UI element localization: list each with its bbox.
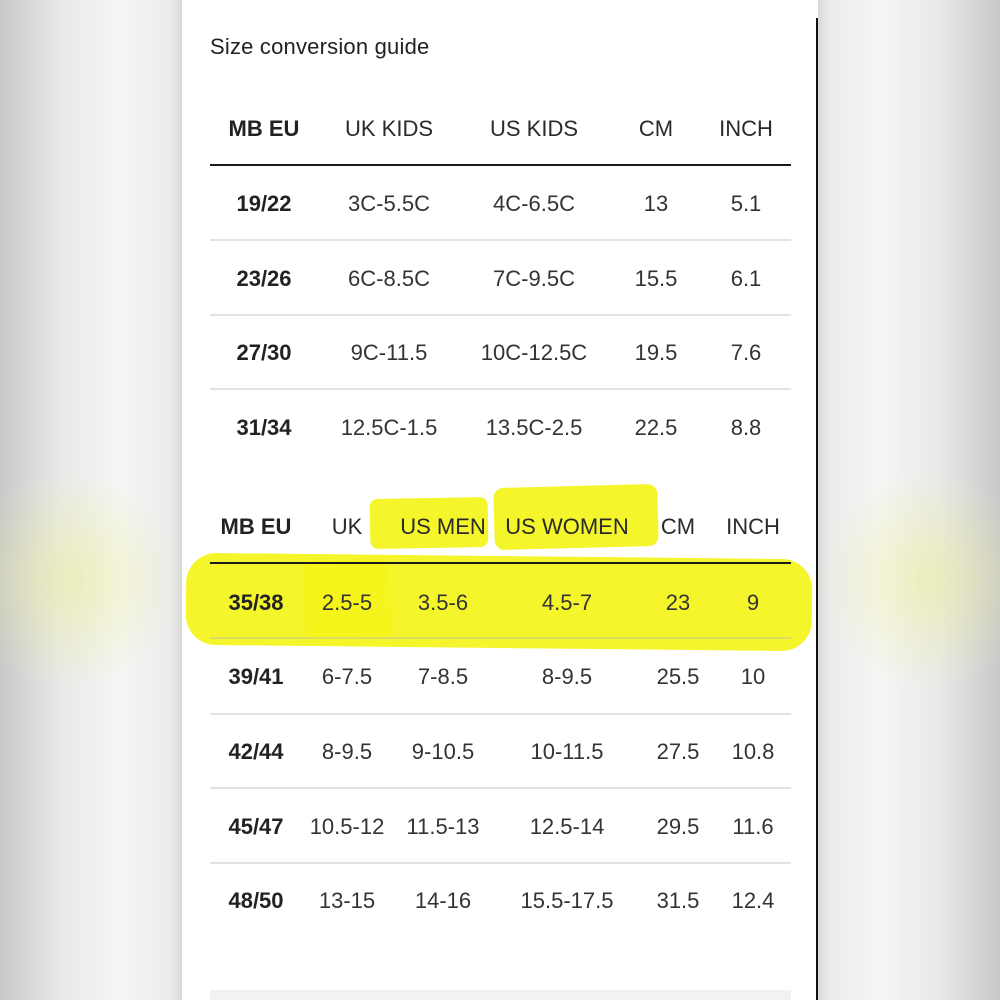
background-glow-left [0,470,182,690]
table-cell: 6C-8.5C [348,266,430,291]
table-cell: 42/44 [228,739,284,764]
row-divider [210,239,791,241]
table-cell: 10.8 [731,739,775,764]
table-cell: 10-11.5 [530,739,604,764]
table-cell: 7-8.5 [417,664,469,689]
table-cell: 8-9.5 [321,739,373,764]
table-cell: 45/47 [228,814,284,839]
table-cell: 12.5-14 [529,814,605,839]
table-cell: 6.1 [730,266,762,291]
table-cell: 13.5C-2.5 [485,415,583,440]
table-cell: 8.8 [730,415,762,440]
table-cell: 7.6 [730,340,762,365]
table-cell: 7C-9.5C [493,266,575,291]
header-us-women: US WOMEN [505,514,629,539]
table-cell: 15.5 [634,266,678,291]
table-cell: 3.5-6 [417,590,469,615]
table-header-divider [210,562,791,564]
table-cell: 2.5-5 [321,590,373,615]
row-divider [210,713,791,715]
table-cell: 10 [740,664,766,689]
table-cell: 23/26 [236,266,292,291]
header-inch: INCH [726,514,780,539]
panel-border [816,18,818,1000]
table-cell: 10C-12.5C [480,340,588,365]
header-mb-eu: MB EU [228,116,300,141]
header-us-kids: US KIDS [489,116,579,141]
table-cell: 8-9.5 [541,664,593,689]
table-cell: 48/50 [228,888,284,913]
table-cell: 10.5-12 [309,814,385,839]
table-cell: 31/34 [236,415,292,440]
table-cell: 11.6 [732,814,774,839]
row-divider [210,787,791,789]
table-cell: 15.5-17.5 [520,888,614,913]
table-cell: 23 [665,590,691,615]
table-header-divider [210,164,791,166]
table-cell: 27/30 [236,340,292,365]
table-cell: 13-15 [318,888,376,913]
row-divider [210,314,791,316]
header-inch: INCH [719,116,773,141]
table-cell: 25.5 [656,664,700,689]
table-cell: 5.1 [730,191,762,216]
background-glow-right [818,470,1000,690]
table-cell: 3C-5.5C [348,191,430,216]
table-cell: 14-16 [414,888,472,913]
header-cm: CM [638,116,674,141]
table-cell: 6-7.5 [321,664,373,689]
table-cell: 12.5C-1.5 [340,415,438,440]
table-cell: 13 [643,191,669,216]
table-cell: 9 [746,590,760,615]
header-cm: CM [660,514,696,539]
table-cell: 35/38 [228,590,284,615]
table-cell: 12.4 [731,888,775,913]
table-cell: 31.5 [656,888,700,913]
table-cell: 9C-11.5 [350,340,428,365]
row-divider [210,862,791,864]
table-cell: 11.5-13 [406,814,480,839]
table-cell: 4.5-7 [541,590,593,615]
table-cell: 9-10.5 [411,739,475,764]
table-cell: 39/41 [228,664,284,689]
footer-bar [210,990,791,1000]
table-cell: 29.5 [656,814,700,839]
header-uk: UK [331,514,363,539]
table-cell: 4C-6.5C [493,191,575,216]
table-cell: 27.5 [656,739,700,764]
header-mb-eu: MB EU [220,514,292,539]
header-us-men: US MEN [400,514,486,539]
row-divider [210,388,791,390]
page-title: Size conversion guide [210,34,430,59]
row-divider [210,637,791,639]
table-cell: 19.5 [634,340,678,365]
header-uk-kids: UK KIDS [344,116,434,141]
table-cell: 22.5 [634,415,678,440]
table-cell: 19/22 [236,191,292,216]
